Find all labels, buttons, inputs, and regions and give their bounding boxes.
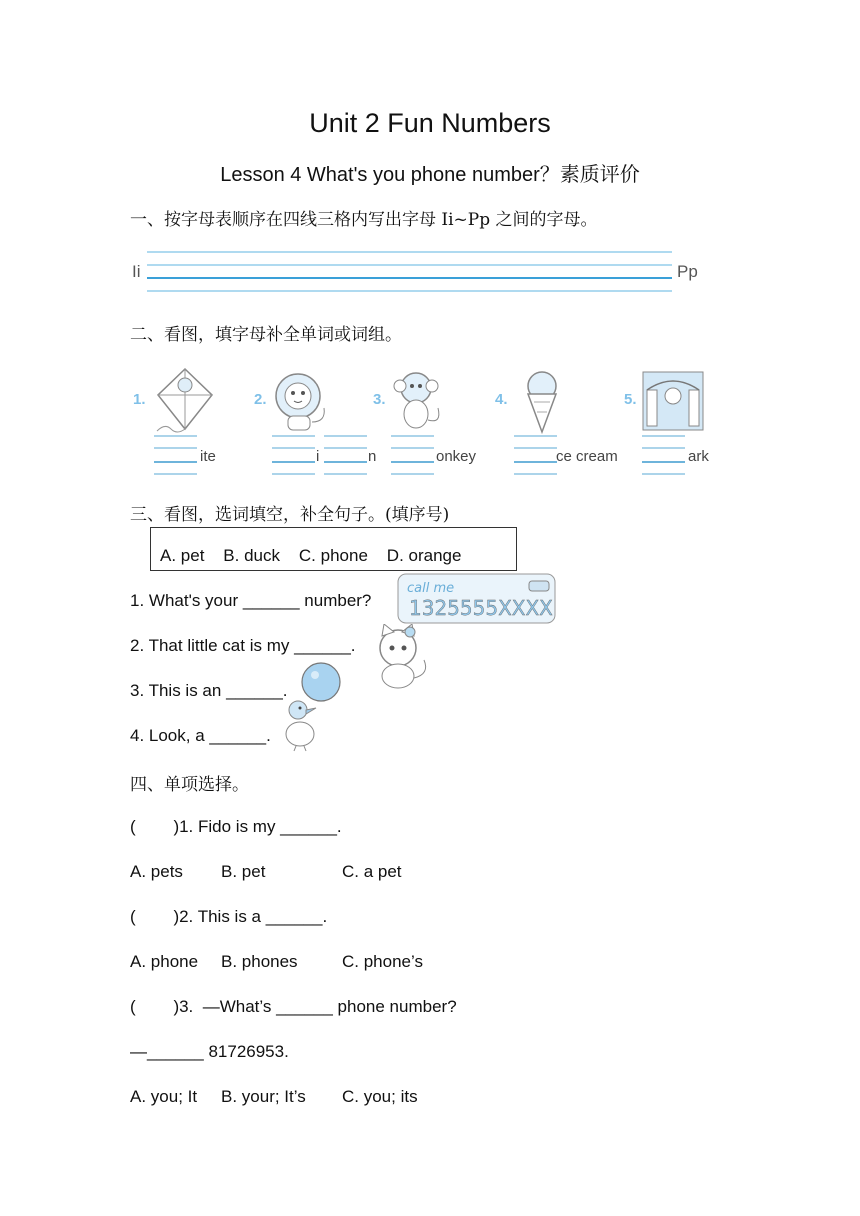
ice-cream-icon (518, 368, 568, 436)
option-2a: A. phone (130, 952, 199, 971)
park-icon (641, 370, 705, 432)
section1-heading: 一、按字母表顺序在四线三格内写出字母 Ii~Pp 之间的字母。 (130, 210, 598, 230)
duck-image (282, 698, 322, 752)
lion-icon (268, 368, 340, 434)
answer-lines-2 (270, 430, 380, 478)
phone-card-image (397, 573, 557, 625)
word-suffix: onkey (436, 448, 477, 465)
item-number: 2. (254, 391, 267, 408)
question-3: ( )3. —What’s ______ phone number? (130, 997, 457, 1016)
option-3c: C. you; its (342, 1087, 418, 1106)
option-2c: C. phone’s (342, 952, 423, 971)
option-3b: B. your; It’s (221, 1087, 306, 1106)
phone-card-line2: 1325555XXXX (409, 596, 553, 620)
option-3a: A. you; It (130, 1087, 198, 1106)
four-line-grid (145, 248, 675, 298)
item-number: 1. (133, 391, 146, 408)
page-subtitle: Lesson 4 What's you phone number？素质评价 (220, 164, 640, 186)
item-number: 4. (495, 391, 508, 408)
sentence-2: 2. That little cat is my ______. (130, 636, 356, 655)
page-title: Unit 2 Fun Numbers (309, 108, 551, 138)
word-bank: A. pet B. duck C. phone D. orange (160, 546, 462, 565)
cat-image (370, 624, 434, 692)
section2-heading: 二、看图，填字母补全单词或词组。 (130, 325, 402, 345)
sentence-4: 4. Look, a ______. (130, 726, 271, 745)
question-3-answer: —______ 81726953. (130, 1042, 289, 1061)
word-suffix: ite (200, 448, 216, 465)
end-letter: Pp (677, 262, 698, 281)
option-1c: C. a pet (342, 862, 402, 881)
section4-heading: 四、单项选择。 (130, 775, 249, 795)
word-suffix: ce cream (556, 448, 618, 465)
option-2b: B. phones (221, 952, 298, 971)
item-number: 3. (373, 391, 386, 408)
monkey-icon (390, 368, 446, 434)
option-1a: A. pets (130, 862, 183, 881)
start-letter: Ii (132, 262, 141, 281)
question-1: ( )1. Fido is my ______. (130, 817, 342, 836)
section3-heading: 三、看图，选词填空，补全句子。(填序号) (130, 505, 450, 525)
word-middle: i (316, 448, 320, 465)
kite-icon (150, 365, 220, 433)
sentence-1: 1. What's your ______ number? (130, 591, 372, 610)
orange-image (300, 661, 342, 703)
answer-lines-1 (152, 430, 232, 478)
word-middle: n (368, 448, 377, 465)
item-number: 5. (624, 391, 637, 408)
sentence-3: 3. This is an ______. (130, 681, 288, 700)
question-2: ( )2. This is a ______. (130, 907, 328, 926)
word-suffix: ark (688, 448, 709, 465)
option-1b: B. pet (221, 862, 266, 881)
phone-card-line1: call me (407, 581, 455, 596)
